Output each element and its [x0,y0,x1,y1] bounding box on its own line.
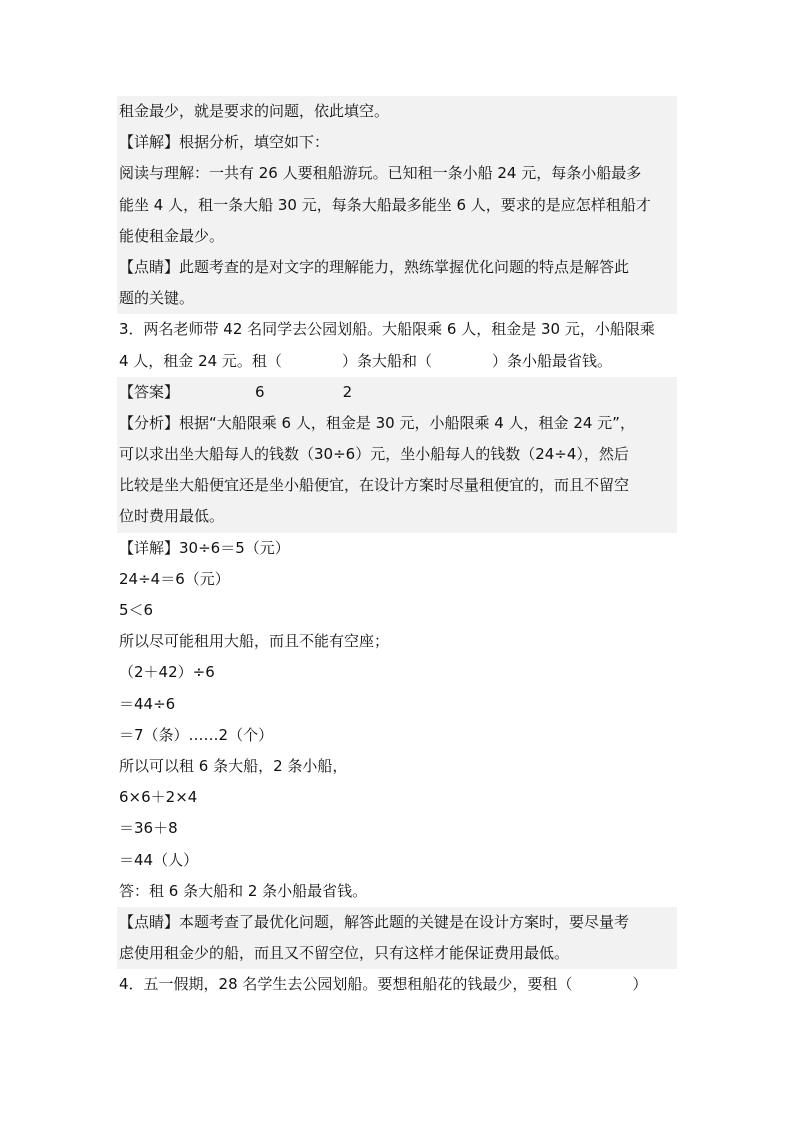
calc-line: 24÷4＝6（元） [119,569,230,588]
answer-statement: 答：租 6 条大船和 2 条小船最省钱。 [119,881,368,900]
comment-heading: 【点睛】本题考查了最优化问题，解答此题的关键是在设计方案时，要尽量考 [117,907,677,938]
text-line: 可以求出坐大船每人的钱数（30÷6）元，坐小船每人的钱数（24÷4），然后 [117,439,677,470]
text-line: 租金最少，就是要求的问题，依此填空。 [117,96,677,127]
analysis-heading: 【分析】根据“大船限乘 6 人，租金是 30 元，小船限乘 4 人，租金 24 元”， [117,408,677,439]
text-line: 比较是坐大船便宜还是坐小船便宜，在设计方案时尽量租便宜的，而且不留空 [117,470,677,501]
question-text: ）条大船和（ [341,351,432,370]
answer-value: 2 [342,382,353,401]
question-text: ）条小船最省钱。 [491,351,612,370]
calc-line: 5＜6 [119,601,154,619]
calc-line: ＝44÷6 [119,694,176,713]
question-text: ） [632,975,648,994]
question-3-line-2 [117,346,677,377]
text-line: 所以尽可能租用大船，而且不能有空座； [119,632,390,651]
text-line: 能使租金最少。 [117,221,677,252]
question-text: 4 人，租金 24 元。租（ [119,351,282,370]
answer-line [117,377,677,408]
text-line: 阅读与理解：一共有 26 人要租船游玩。已知租一条小船 24 元，每条小船最多 [117,158,677,189]
comment-heading: 【点睛】此题考查的是对文字的理解能力，熟练掌握优化问题的特点是解答此 [117,252,677,283]
document-page [117,96,677,1000]
detail-heading: 【详解】根据分析，填空如下： [117,127,677,158]
calc-line: （2＋42）÷6 [119,663,215,682]
text-line: 所以可以租 6 条大船，2 条小船， [119,756,348,775]
question-3-line-1: 3．两名老师带 42 名同学去公园划船。大船限乘 6 人，租金是 30 元，小船限乘 [119,320,655,339]
answer-value: 6 [255,382,265,401]
question-4-line-1 [117,969,677,1000]
calc-line: 6×6＋2×4 [119,788,198,807]
question-text: 4．五一假期，28 名学生去公园划船。要想租船花的钱最少，要租（ [119,975,573,994]
text-line: 题的关键。 [117,283,677,314]
calc-line: ＝36＋8 [119,819,178,838]
calc-line: ＝7（条）……2（个） [119,725,274,744]
calc-line: ＝44（人） [119,850,199,869]
text-line: 位时费用最低。 [117,501,677,532]
answer-label: 【答案】 [119,382,180,401]
text-line: 虑使用租金少的船，而且又不留空位，只有这样才能保证费用最低。 [117,938,677,969]
text-line: 能坐 4 人，租一条大船 30 元，每条大船最多能坐 6 人，要求的是应怎样租船才 [117,190,677,221]
detail-heading: 【详解】30÷6＝5（元） [119,538,290,557]
